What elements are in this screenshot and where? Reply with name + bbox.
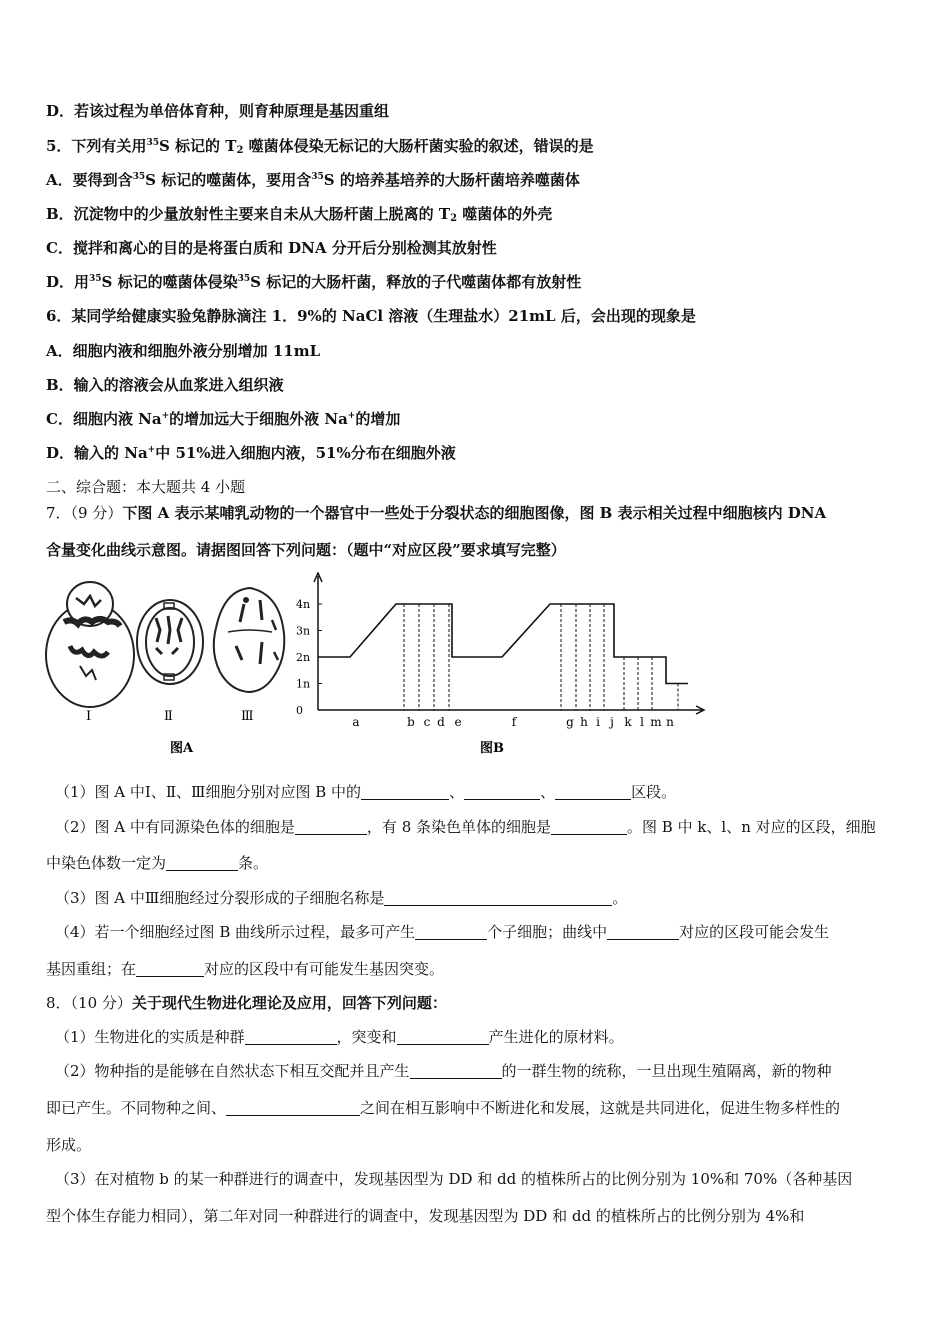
q5-option-b: B．沉淀物中的少量放射性主要来自未从大肠杆菌上脱离的 $T_2$ 噬菌体的外壳 xyxy=(46,205,553,224)
figure-b-caption: 图B xyxy=(480,741,504,756)
q7-sub1: （1）图 A 中Ⅰ、Ⅱ、Ⅲ细胞分别对应图 B 中的 、 、 区段。 xyxy=(55,783,677,801)
x-segment-label: j xyxy=(610,715,614,729)
answer-blank[interactable] xyxy=(166,855,238,871)
answer-blank[interactable] xyxy=(410,1063,502,1079)
roman-label-iii: Ⅲ xyxy=(241,709,254,724)
q8-sub2-cont: 即已产生。不同物种之间、 之间在相互影响中不断进化和发展，这就是共同进化，促进生物多样性的 xyxy=(46,1099,841,1117)
y-tick-label: 4n xyxy=(296,598,311,611)
y-tick-label: 0 xyxy=(296,704,303,717)
figure-b-chart xyxy=(292,572,712,760)
x-segment-label: c xyxy=(423,715,431,729)
x-segment-label: e xyxy=(454,715,462,729)
answer-blank[interactable] xyxy=(361,784,449,800)
cell-i-drawing xyxy=(46,582,134,707)
figure-a xyxy=(40,570,290,760)
q7-sub4: （4）若一个细胞经过图 B 曲线所示过程，最多可产生 个子细胞；曲线中 对应的区段可能会发生 xyxy=(55,923,830,941)
answer-blank[interactable] xyxy=(384,890,612,906)
q6-option-c: C．细胞内液 Na+的增加远大于细胞外液 Na+的增加 xyxy=(46,410,401,428)
dna-content-curve xyxy=(318,604,688,684)
q7-sub2: （2）图 A 中有同源染色体的细胞是 ，有 8 条染色单体的细胞是 。图 B 中 k、l、n 对应的区段，细胞 xyxy=(55,818,876,836)
x-segment-label: i xyxy=(596,715,600,729)
q6-stem: 6．某同学给健康实验兔静脉滴注 1．9%的 NaCl 溶液（生理盐水）21mL 后，会出现的现象是 xyxy=(46,307,696,325)
roman-label-ii: Ⅱ xyxy=(164,709,173,724)
q8-sub3-cont: 型个体生存能力相同），第二年对同一种群进行的调查中，发现基因型为 DD 和 dd 的植株所占的比例分别为 4%和 xyxy=(46,1207,805,1225)
cell-ii-drawing xyxy=(137,600,203,684)
y-tick-label: 1n xyxy=(296,677,311,691)
q7-sub2-cont: 中染色体数一定为 条。 xyxy=(46,854,269,872)
q4-option-d: D．若该过程为单倍体育种，则育种原理是基因重组 xyxy=(46,102,390,120)
x-segment-label: g xyxy=(566,715,574,729)
x-segment-label: n xyxy=(666,715,674,729)
q6-option-b: B．输入的溶液会从血浆进入组织液 xyxy=(46,376,284,394)
x-segment-label: l xyxy=(640,715,644,729)
roman-label-i: Ⅰ xyxy=(86,709,92,724)
answer-blank[interactable] xyxy=(415,924,487,940)
q8-sub3: （3）在对植物 b 的某一种群进行的调查中，发现基因型为 DD 和 dd 的植株所占的比例分别为 10%和 70%（各种基因 xyxy=(55,1170,853,1188)
q8-sub2-end: 形成。 xyxy=(46,1136,92,1154)
y-tick-label: 2n xyxy=(296,651,311,664)
q7-stem-line1: 7．（9 分）下图 A 表示某哺乳动物的一个器官中一些处于分裂状态的细胞图像，图 B 表示相关过程中细胞核内 DNA xyxy=(46,504,827,522)
q5-option-a: A．要得到含$^{35}$S 标记的噬菌体，要用含$^{35}$S 的培养基培养的大肠杆菌培养噬菌体 xyxy=(46,171,580,189)
q7-sub3: （3）图 A 中Ⅲ细胞经过分裂形成的子细胞名称是 。 xyxy=(55,889,628,907)
answer-blank[interactable] xyxy=(464,784,540,800)
answer-blank[interactable] xyxy=(295,819,367,835)
y-tick-label: 3n xyxy=(296,624,311,638)
q8-sub2: （2）物种指的是能够在自然状态下相互交配并且产生 的一群生物的统称，一旦出现生殖隔离，新的物种 xyxy=(55,1062,832,1080)
answer-blank[interactable] xyxy=(555,784,631,800)
answer-blank[interactable] xyxy=(551,819,627,835)
q7-sub4-cont: 基因重组；在 对应的区段中有可能发生基因突变。 xyxy=(46,960,445,978)
q8-sub1: （1）生物进化的实质是种群 ，突变和 产生进化的原材料。 xyxy=(55,1028,624,1046)
section-title: 二、综合题：本大题共 4 小题 xyxy=(46,478,246,496)
x-segment-label: h xyxy=(580,715,588,729)
answer-blank[interactable] xyxy=(607,924,679,940)
x-segment-label: a xyxy=(352,715,360,729)
answer-blank[interactable] xyxy=(397,1029,489,1045)
answer-blank[interactable] xyxy=(245,1029,337,1045)
q6-option-d: D．输入的 Na+中 51%进入细胞内液，51%分布在细胞外液 xyxy=(46,444,456,462)
q6-option-a: A．细胞内液和细胞外液分别增加 11mL xyxy=(46,342,321,360)
x-segment-label: k xyxy=(624,715,632,729)
q8-stem: 8．（10 分）关于现代生物进化理论及应用，回答下列问题： xyxy=(46,994,447,1012)
x-segment-label: m xyxy=(650,715,662,729)
figure-a-caption: 图A xyxy=(170,741,194,756)
answer-blank[interactable] xyxy=(226,1100,360,1116)
q5-option-c: C．搅拌和离心的目的是将蛋白质和 DNA 分开后分别检测其放射性 xyxy=(46,239,497,257)
cell-iii-drawing xyxy=(214,588,285,692)
x-segment-label: f xyxy=(511,715,517,729)
x-segment-label: d xyxy=(437,715,445,729)
q5-stem: 5．下列有关用$^{35}$S 标记的 $T_2$ 噬菌体侵染无标记的大肠杆菌实验的叙述，错误的是 xyxy=(46,137,594,156)
answer-blank[interactable] xyxy=(136,961,204,977)
q5-option-d: D．用$^{35}$S 标记的噬菌体侵染$^{35}$S 标记的大肠杆菌，释放的子代噬菌体都有放射性 xyxy=(46,273,582,291)
q7-stem-line2: 含量变化曲线示意图。请据图回答下列问题：（题中“对应区段”要求填写完整） xyxy=(46,541,566,559)
x-segment-label: b xyxy=(407,715,415,729)
